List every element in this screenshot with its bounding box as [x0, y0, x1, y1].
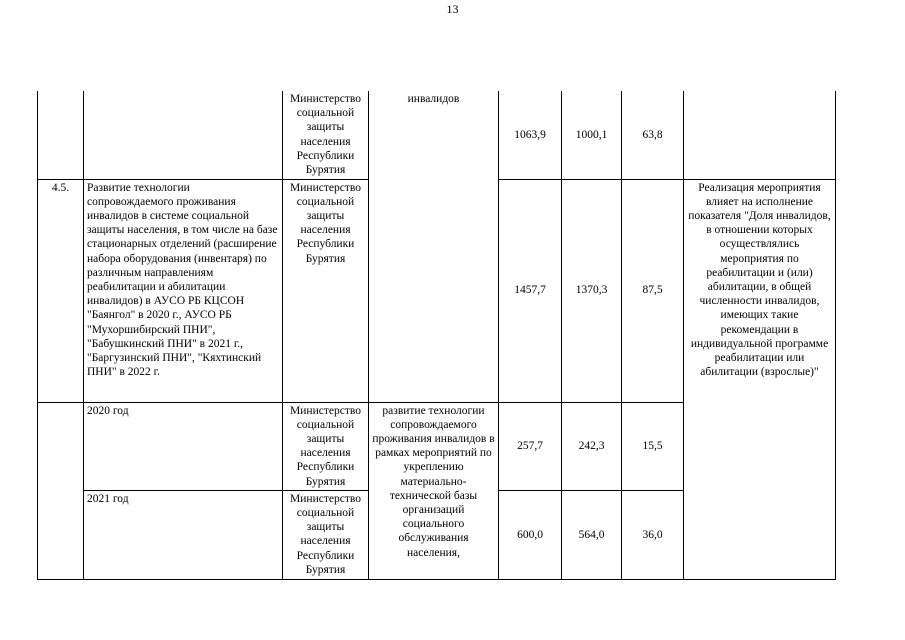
- page-number: 13: [446, 2, 459, 16]
- executor-cell: Министерство социальной защиты населения Республики Бурятия: [283, 91, 369, 179]
- value-regional-cell: 15,5: [622, 402, 684, 490]
- value-regional-cell: 87,5: [622, 179, 684, 402]
- value-federal-cell: 1370,3: [562, 179, 622, 402]
- value-regional-cell: 63,8: [622, 91, 684, 179]
- indicator-cell: Реализация мероприятия влияет на исполнение показателя "Доля инвалидов, в отношении которых осуществлялись мероприятия по реабилитации и (или) абилитации, в общей численности инвалидов, имеющих такие рекомендации в индивидуальной программе реабилитации или абилитации (взрослые)": [684, 179, 836, 579]
- value-federal-cell: 1000,1: [562, 91, 622, 179]
- program-table: [37, 91, 836, 580]
- activity-name-cell: [84, 91, 283, 179]
- year-cell: 2021 год: [84, 490, 283, 579]
- result-cell: инвалидов: [369, 91, 499, 179]
- year-cell: 2020 год: [84, 402, 283, 490]
- result-cell: развитие технологии сопровождаемого проживания инвалидов в рамках мероприятий по укреплению материально-технической базы организаций социального обслуживания населения,: [369, 402, 499, 579]
- value-total-cell: 1457,7: [499, 179, 562, 402]
- value-regional-cell: 36,0: [622, 490, 684, 579]
- executor-cell: Министерство социальной защиты населения Республики Бурятия: [283, 490, 369, 579]
- value-total-cell: 257,7: [499, 402, 562, 490]
- value-total-cell: 1063,9: [499, 91, 562, 179]
- value-federal-cell: 242,3: [562, 402, 622, 490]
- activity-name-cell: Развитие технологии сопровождаемого проживания инвалидов в системе социальной защиты населения, в том числе на базе стационарных отделений (расширение набора оборудования (инвентаря) по различным направлениям реабилитации и абилитации инвалидов) в АУСО РБ КЦСОН "Баянгол" в 2020 г., АУСО РБ "Мухоршибирский ПНИ", "Бабушкинский ПНИ" в 2021 г., "Баргузинский ПНИ", "Кяхтинский ПНИ" в 2022 г.: [84, 179, 283, 402]
- row-number-cell: [38, 402, 84, 579]
- table-row: [38, 179, 836, 402]
- row-number-cell: 4.5.: [38, 179, 84, 402]
- executor-cell: Министерство социальной защиты населения Республики Бурятия: [283, 179, 369, 402]
- row-number-cell: [38, 91, 84, 179]
- indicator-cell: [684, 91, 836, 179]
- value-total-cell: 600,0: [499, 490, 562, 579]
- executor-cell: Министерство социальной защиты населения Республики Бурятия: [283, 402, 369, 490]
- table-row: [38, 91, 836, 179]
- value-federal-cell: 564,0: [562, 490, 622, 579]
- result-cell: [369, 179, 499, 402]
